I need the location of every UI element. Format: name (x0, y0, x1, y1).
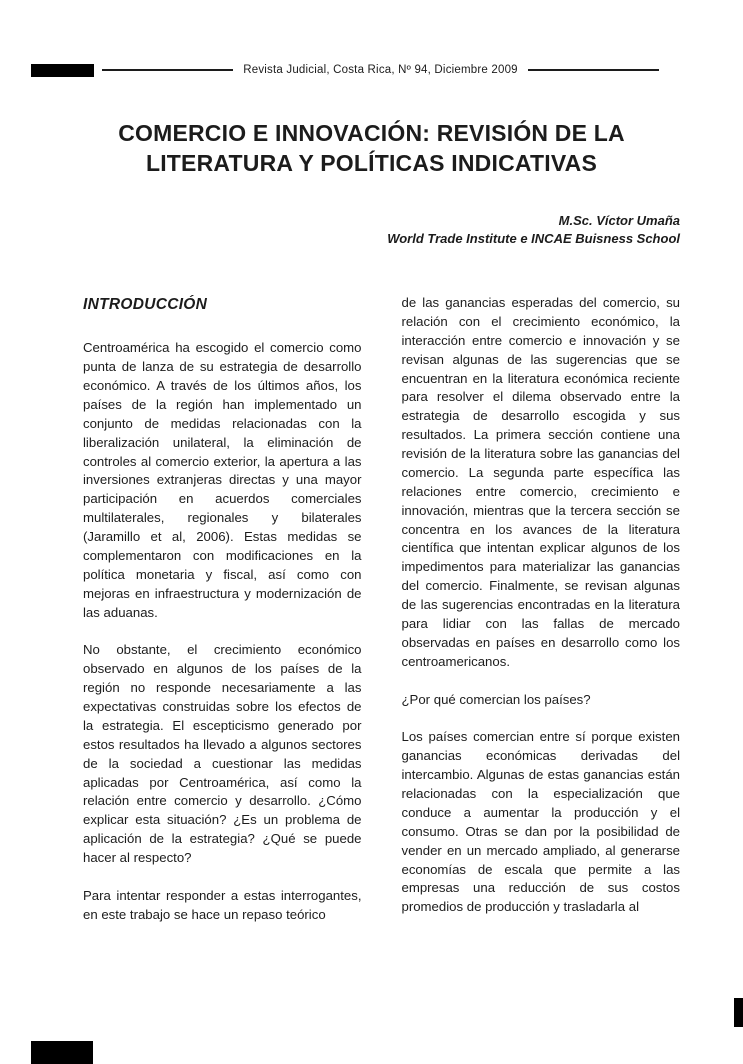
paragraph: Los países comercian entre sí porque existen ganancias económicas derivadas del intercambio. Algunas de estas ganancias están relacionadas con la especialización que conduce a aumentar la producción y el consumo. Otras se dan por la posibilidad de vender en un mercado ampliado, al generarse economías de escala que permite a las empresas una reducción de sus costos promedios de producción y trasladarla al (401, 729, 680, 915)
author-affiliation: World Trade Institute e INCAE Buisness School (387, 230, 680, 246)
question-subheading: ¿Por qué comercian los países? (401, 691, 591, 707)
journal-title: Revista Judicial, Costa Rica, Nº 94, Diciembre 2009 (243, 64, 518, 76)
article-title: COMERCIO E INNOVACIÓN: REVISIÓN DE LA LITERATURA Y POLÍTICAS INDICATIVAS (118, 120, 625, 177)
author-block (200, 212, 680, 248)
right-column (402, 294, 681, 944)
paragraph: No obstante, el crecimiento económico observado en algunos de los países de la región no responde necesariamente a las expectativas construidas sobre los efectos de la estrategia. El escepticismo generado por estos resultados ha llevado a algunos sectores de la sociedad a cuestionar las medidas aplicadas por Centroamérica, así como la relación entre comercio y desarrollo. ¿Cómo explicar esta situación? ¿Es un problema de aplicación de la estrategia? ¿Qué se puede hacer al respecto? (83, 642, 362, 865)
paragraph: de las ganancias esperadas del comercio, su relación con el crecimiento económico, la interacción entre comercio e innovación y se revisan algunas de las sugerencias que se encuentran en la literatura económica reciente para resolver el dilema observado entre la estrategia de desarrollo escogida y sus resultados. La primera sección contiene una revisión de la literatura sobre las ganancias del comercio. La segunda parte específica las relaciones entre comercio, crecimiento e innovación, mientras que la tercera sección se concentra en los avances de la literatura científica que intentan explicar algunos de los impedimentos para materializar las ganancias del comercio. Finalmente, se revisan algunas de las sugerencias encontradas en la literatura para lidiar con las fallas de mercado observadas en países en desarrollo como los centroamericanos. (401, 295, 680, 669)
header-rule-right (528, 69, 659, 71)
paragraph: Para intentar responder a estas interrogantes, en este trabajo se hace un repaso teórico (83, 887, 362, 922)
author-name: M.Sc. Víctor Umaña (558, 212, 680, 228)
section-heading-introduccion: INTRODUCCIÓN (83, 296, 208, 314)
scan-mark-right-edge (734, 998, 743, 1027)
paragraph: Centroamérica ha escogido el comercio como punta de lanza de su estrategia de desarrollo económico. A través de los últimos años, los países de la región han implementado un conjunto de medidas relacionadas con la liberalización unilateral, la eliminación de controles al comercio exterior, la apertura a las inversiones extranjeras directas y una mayor participación en acuerdos comerciales multilaterales, regionales y bilaterales (Jaramillo et al, 2006). Estas medidas se complementaron con modificaciones en la política monetaria y fiscal, así como con mejoras en infraestructura y modernización de las aduanas. (83, 340, 362, 620)
scan-mark-top-left (31, 64, 94, 77)
scan-mark-bottom-left (31, 1041, 93, 1064)
left-column (83, 294, 362, 944)
article-body (83, 294, 680, 944)
journal-header (102, 64, 659, 76)
header-rule-left (102, 69, 233, 71)
